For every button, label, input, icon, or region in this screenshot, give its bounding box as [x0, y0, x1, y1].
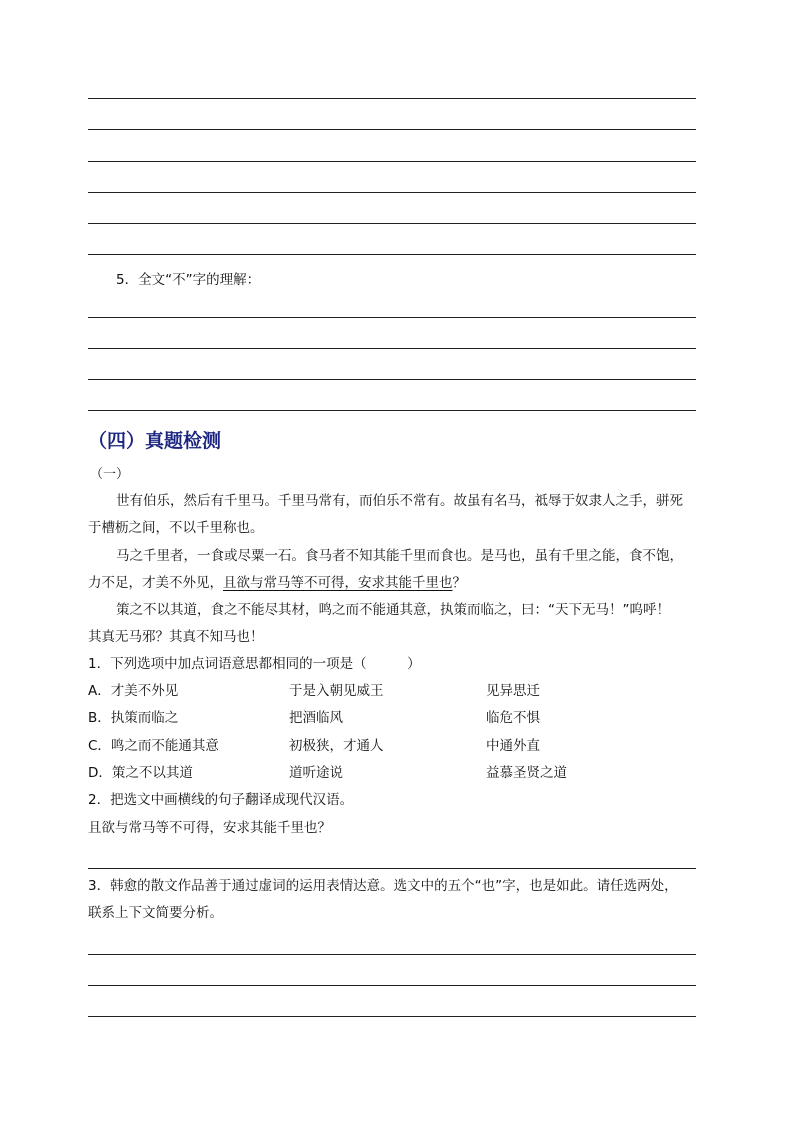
answer-line	[88, 1016, 696, 1017]
option-row	[0, 736, 794, 756]
option-row	[0, 763, 794, 783]
answer-line	[88, 192, 696, 193]
option-d-text: D．策之不以其道	[88, 765, 193, 781]
option-c-compare-2: 中通外直	[486, 738, 540, 754]
answer-line	[88, 954, 696, 955]
answer-line	[88, 868, 696, 869]
option-row	[0, 681, 794, 701]
passage-line: 世有伯乐，然后有千里马。千里马常有，而伯乐不常有。故虽有名马，祗辱于奴隶人之手，骈死	[116, 493, 683, 509]
option-c-compare-1: 初极狭，才通人	[289, 738, 384, 754]
option-c-text: C．鸣之而不能通其意	[88, 738, 219, 754]
option-b-compare-1: 把酒临风	[289, 710, 343, 726]
section-heading: （四）真题检测	[88, 430, 222, 452]
question-2-stem: 2．把选文中画横线的句子翻译成现代汉语。	[88, 792, 354, 808]
answer-line	[88, 317, 696, 318]
option-a-compare-1: 于是入朝见威王	[289, 683, 384, 699]
passage-line: 策之不以其道，食之不能尽其材，鸣之而不能通其意，执策而临之，曰：“天下无马！”呜呼！	[116, 602, 670, 618]
question-1-stem: 1．下列选项中加点词语意思都相同的一项是（ ）	[88, 656, 421, 672]
passage-line: 马之千里者，一食或尽粟一石。食马者不知其能千里而食也。是马也，虽有千里之能，食不饱，	[116, 548, 683, 564]
passage-text: 力不足，才美不外见，	[88, 575, 223, 591]
answer-line	[88, 98, 696, 99]
option-row	[0, 708, 794, 728]
question-2-sentence: 且欲与常马等不可得，安求其能千里也？	[88, 820, 331, 836]
passage-text: ？	[452, 575, 466, 591]
answer-line	[88, 129, 696, 130]
passage-line: 其真无马邪？其真不知马也！	[88, 629, 264, 645]
answer-line	[88, 379, 696, 380]
answer-line	[88, 348, 696, 349]
option-a-text: A．才美不外见	[88, 683, 179, 699]
section-subheading: （一）	[90, 467, 130, 482]
option-a-compare-2: 见异思迁	[486, 683, 540, 699]
underlined-sentence: 且欲与常马等不可得，安求其能千里也	[223, 575, 453, 591]
answer-line	[88, 985, 696, 986]
option-d-compare-2: 益慕圣贤之道	[486, 765, 567, 781]
answer-line	[88, 223, 696, 224]
question-5-label: 5．全文“不”字的理解：	[116, 272, 261, 288]
answer-line	[88, 410, 696, 411]
option-b-compare-2: 临危不惧	[486, 710, 540, 726]
question-3-stem-line: 3．韩愈的散文作品善于通过虚词的运用表情达意。选文中的五个“也”字，也是如此。请任选两处，	[88, 878, 678, 894]
answer-line	[88, 254, 696, 255]
passage-line: 于槽枥之间，不以千里称也。	[88, 520, 264, 536]
option-d-compare-1: 道听途说	[289, 765, 343, 781]
answer-line	[88, 161, 696, 162]
question-3-stem-line: 联系上下文简要分析。	[88, 905, 223, 921]
passage-line	[88, 573, 466, 593]
option-b-text: B．执策而临之	[88, 710, 179, 726]
